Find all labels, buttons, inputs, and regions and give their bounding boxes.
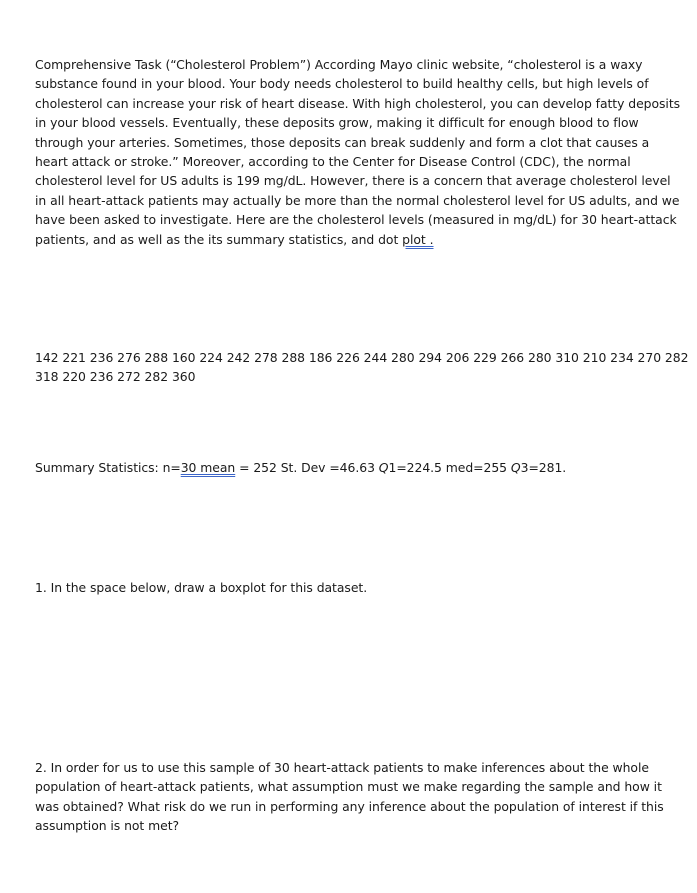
summary-prefix: Summary Statistics: n= bbox=[35, 460, 181, 475]
question-1-text: 1. In the space below, draw a boxplot for this dataset. bbox=[35, 580, 368, 595]
intro-line: through your arteries. Sometimes, those deposits can break suddenly and form a clot that causes a bbox=[35, 134, 650, 150]
dataset-values bbox=[35, 348, 689, 387]
question-1 bbox=[35, 578, 665, 597]
intro-line: have been asked to investigate. Here are the cholesterol levels (measured in mg/dL) for 30 heart-attack bbox=[35, 212, 677, 228]
dataset-line: 142 221 236 276 288 160 224 242 278 288 186 226 244 280 294 206 229 266 280 310 210 234 270 282 bbox=[35, 350, 689, 365]
intro-paragraph bbox=[35, 55, 681, 249]
intro-line: heart attack or stroke.” Moreover, according to the Center for Disease Control (CDC), the normal bbox=[35, 154, 631, 170]
question-2-line: assumption is not met? bbox=[35, 818, 180, 834]
summary-mean-sd: = 252 St. Dev =46.63 bbox=[235, 460, 379, 475]
intro-line: substance found in your blood. Your body needs cholesterol to build healthy cells, but high levels of bbox=[35, 76, 649, 92]
summary-statistics bbox=[35, 458, 665, 477]
grammar-flagged-word[interactable]: plot . bbox=[402, 231, 434, 247]
dataset-line: 318 220 236 272 282 360 bbox=[35, 369, 196, 385]
q3-value: 3=281. bbox=[520, 460, 567, 475]
q1-median-values: 1=224.5 med=255 bbox=[388, 460, 511, 475]
q3-symbol: Q bbox=[510, 460, 521, 475]
intro-last-line-text: patients, and as well as the its summary statistics, and dot bbox=[35, 231, 403, 247]
intro-last-line bbox=[35, 230, 665, 249]
intro-line: in your blood vessels. Eventually, these deposits grow, making it difficult for enough blood to flow bbox=[35, 115, 639, 131]
intro-line: cholesterol can increase your risk of heart disease. With high cholesterol, you can develop fatty deposits bbox=[35, 95, 681, 111]
question-2-line: was obtained? What risk do we run in performing any inference about the population of interest if this bbox=[35, 798, 664, 814]
intro-line: cholesterol level for US adults is 199 mg/dL. However, there is a concern that average cholesterol level bbox=[35, 173, 671, 189]
question-2-line: 2. In order for us to use this sample of 30 heart-attack patients to make inferences about the whole bbox=[35, 760, 649, 775]
question-2-line: population of heart-attack patients, what assumption must we make regarding the sample and how it bbox=[35, 779, 662, 795]
intro-line: Comprehensive Task (“Cholesterol Problem”) According Mayo clinic website, “cholesterol is a waxy bbox=[35, 57, 643, 72]
intro-line: in all heart-attack patients may actually be more than the normal cholesterol level for US adults, and we bbox=[35, 192, 680, 208]
summary-line bbox=[35, 458, 665, 477]
q1-symbol: Q bbox=[378, 460, 389, 475]
grammar-flagged-word[interactable]: 30 mean bbox=[180, 460, 236, 475]
question-2 bbox=[35, 758, 665, 836]
